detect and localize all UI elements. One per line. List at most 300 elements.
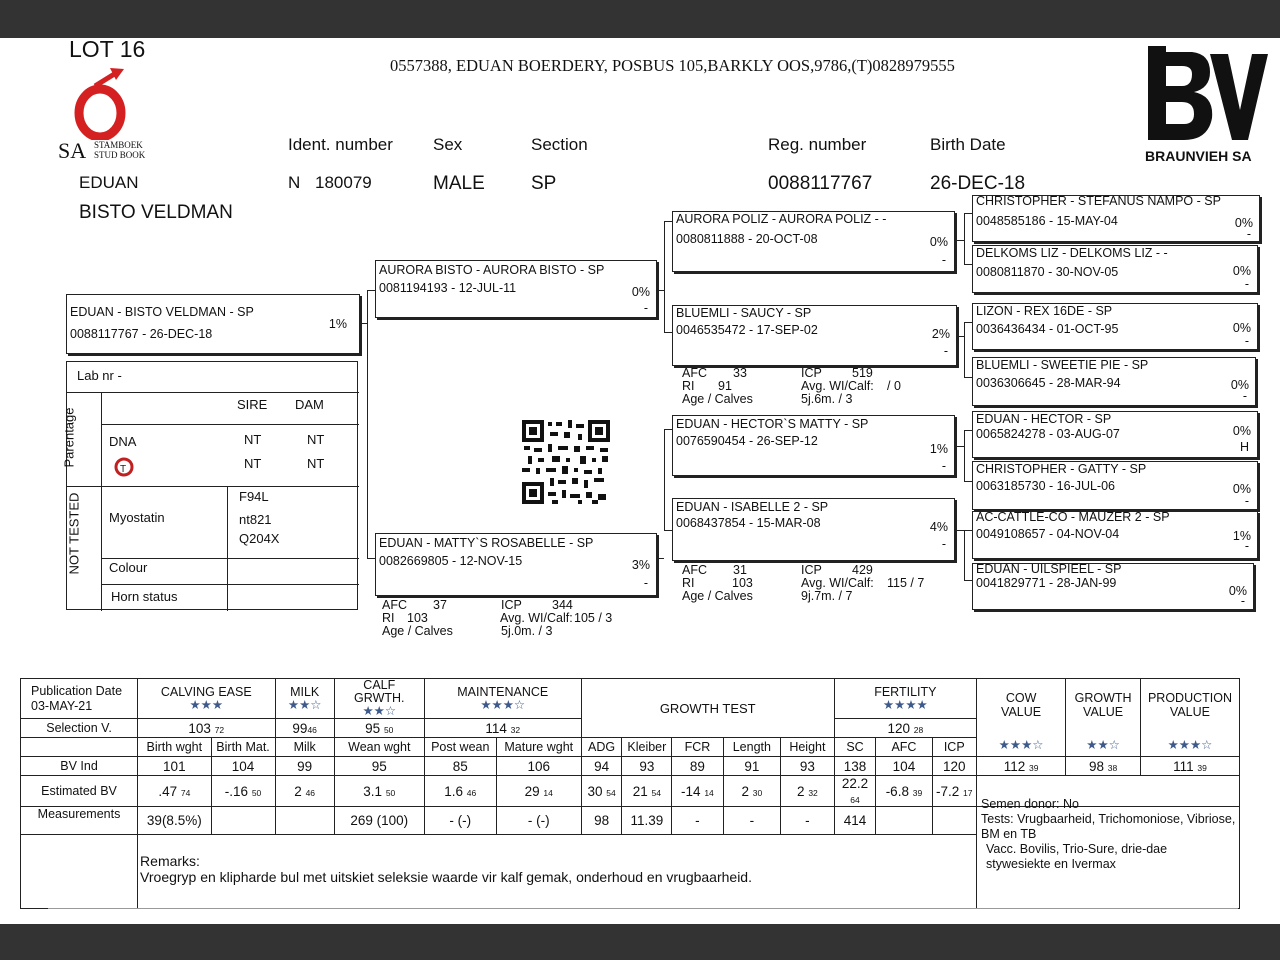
cow-value-label: COW VALUE — [1001, 691, 1042, 719]
gen3-reg: 0080811870 - 30-NOV-05 — [976, 265, 1119, 279]
estimated-bv-value: 22.2 — [841, 776, 869, 791]
gen3-pct: 0% — [1228, 584, 1247, 598]
bv-ind-cell: 94 — [581, 757, 622, 776]
estimated-bv-acc: 14 — [704, 787, 714, 798]
measurement-cell — [211, 807, 275, 835]
myostatin-value-3: Q204X — [239, 531, 280, 546]
stat-afc: 33 — [733, 366, 747, 380]
top-bar — [0, 0, 1280, 38]
estimated-bv-acc: 17 — [963, 787, 973, 798]
birth-label: Birth Date — [930, 135, 1006, 154]
column-header: AFC — [876, 738, 932, 757]
value-index-acc: 39 — [1197, 762, 1207, 773]
bv-ind-cell: 89 — [672, 757, 723, 776]
gen2-box-3 — [672, 415, 955, 476]
growth-value-head — [1066, 679, 1141, 757]
horn-label: Horn status — [111, 589, 178, 604]
gen3-dash: H — [1239, 440, 1249, 454]
column-header: ADG — [581, 738, 622, 757]
section-value: SP — [531, 173, 557, 194]
calving-ease-label: CALVING EASE — [160, 684, 252, 699]
gen2-pct: 4% — [929, 520, 948, 534]
gen3-reg: 0041829771 - 28-JAN-99 — [976, 576, 1117, 590]
estimated-bv-value: 2 — [797, 783, 805, 799]
sel-calving-value: 103 — [188, 720, 211, 736]
estimated-bv-acc: 46 — [466, 787, 477, 798]
column-header: Length — [723, 738, 781, 757]
column-header: Birth Mat. — [211, 738, 275, 757]
calving-ease-stars: ★★★ — [189, 697, 224, 712]
gen3-dash: - — [1244, 539, 1249, 553]
bv-ind-cell: 101 — [138, 757, 212, 776]
gen3-reg: 0036436434 - 01-OCT-95 — [976, 322, 1119, 336]
gen2-reg: 0080811888 - 20-OCT-08 — [676, 232, 818, 246]
gen3-box-1 — [972, 195, 1260, 242]
gen2-dash: - — [941, 253, 946, 267]
ident-number: 180079 — [315, 173, 372, 192]
stat-icp-label: ICP — [801, 366, 822, 380]
cow-value-stars: ★★★☆ — [998, 738, 1044, 752]
bottom-bar — [0, 924, 1280, 960]
sire-pct: 0% — [631, 285, 650, 299]
colour-label: Colour — [109, 560, 148, 575]
tests-text: Tests: Vrugbaarheid, Trichomoniose, Vibriose, BM en TB — [981, 812, 1236, 841]
dam-avg-label: Avg. WI/Calf: — [500, 611, 573, 625]
gen2-dash: - — [941, 537, 946, 551]
estimated-bv-value: 3.1 — [363, 783, 383, 799]
animal-box-reg: 0088117767 - 26-DEC-18 — [70, 327, 213, 341]
remarks-text: Vroegryp en klipharde bul met uitskiet seleksie waarde vir kalf gemak, onderhoud en vrugbaarheid. — [140, 869, 752, 885]
estimated-bv-cell — [496, 776, 581, 807]
dam-icp-label: ICP — [501, 598, 522, 612]
gen3-name: EDUAN - HECTOR - SP — [976, 412, 1112, 426]
myostatin-label: Myostatin — [109, 510, 165, 525]
measurement-cell — [876, 807, 932, 835]
calf-growth-head — [334, 679, 424, 719]
stat-calves: 5j.6m. / 3 — [801, 392, 853, 406]
dam-reg: 0082669805 - 12-NOV-15 — [379, 554, 523, 568]
gen3-box-8 — [972, 563, 1254, 610]
gen3-name: CHRISTOPHER - STEFANUS NAMPO - SP — [976, 194, 1221, 208]
maintenance-label: MAINTENANCE — [457, 684, 549, 699]
dam-dash: - — [643, 576, 648, 590]
estimated-bv-value: 2 — [741, 783, 749, 799]
stat-ri-label: RI — [682, 379, 695, 393]
gen3-dash: - — [1244, 494, 1249, 508]
gen3-reg: 0063185730 - 16-JUL-06 — [976, 479, 1115, 493]
estimated-bv-value: 2 — [294, 783, 302, 799]
animal-name: BISTO VELDMAN — [79, 202, 233, 223]
gen3-dash: - — [1242, 389, 1247, 403]
measurement-cell: - — [672, 807, 723, 835]
dna-dam: NT — [307, 432, 325, 447]
estimated-bv-acc: 14 — [543, 787, 553, 798]
svg-text:T: T — [120, 464, 127, 475]
cow-value-head — [976, 679, 1065, 757]
stat-afc-label: AFC — [682, 366, 707, 380]
gen3-name: LIZON - REX 16DE - SP — [976, 304, 1113, 318]
sire-dash: - — [643, 301, 648, 315]
gen3-reg: 0049108657 - 04-NOV-04 — [976, 527, 1120, 541]
gen3-box-7 — [972, 511, 1258, 559]
estimated-bv-cell — [622, 776, 672, 807]
estimated-bv-acc: 64 — [850, 795, 860, 805]
braunvieh-text: BRAUNVIEH SA — [1145, 148, 1252, 164]
gen3-box-6 — [972, 461, 1258, 510]
remarks-blank — [21, 835, 138, 909]
qr-code-icon — [522, 420, 610, 504]
estimated-bv-value: -6.8 — [885, 783, 909, 799]
measurement-cell: 269 (100) — [334, 807, 424, 835]
column-header: Mature wght — [496, 738, 581, 757]
value-index-cell — [1066, 757, 1141, 776]
myostatin-value-2: nt821 — [239, 512, 272, 527]
gt-dam: NT — [307, 456, 325, 471]
semen-donor: Semen donor: No — [981, 797, 1079, 811]
sel-milk-acc: 46 — [307, 724, 317, 735]
stud-book-logo — [58, 64, 158, 164]
stud-book-mark: SA — [58, 138, 87, 163]
reg-number: 0088117767 — [768, 173, 873, 194]
measurement-cell: 39(8.5%) — [138, 807, 212, 835]
column-header: SC — [834, 738, 876, 757]
animal-prefix: EDUAN — [79, 173, 139, 192]
measurement-cell: - (-) — [496, 807, 581, 835]
estimated-bv-acc: 32 — [808, 787, 818, 798]
dna-sire: NT — [244, 432, 262, 447]
animal-box — [66, 294, 360, 354]
vaccinations-text: Vacc. Bovilis, Trio-Sure, drie-dae stywesiekte en Ivermax — [986, 842, 1168, 871]
estimated-bv-acc: 54 — [606, 787, 616, 798]
production-value-head — [1140, 679, 1239, 757]
gen2-name: AURORA POLIZ - AURORA POLIZ - - — [676, 212, 887, 226]
stat-icp-label: ICP — [801, 563, 822, 577]
gen2-stats-1 — [682, 367, 962, 409]
stat-ri: 91 — [718, 379, 732, 393]
gen3-dash: - — [1244, 334, 1249, 348]
estimated-bv-value: 21 — [632, 783, 648, 799]
estimated-bv-acc: 50 — [251, 787, 262, 798]
gen2-reg: 0046535472 - 17-SEP-02 — [676, 323, 818, 337]
stat-age-label: Age / Calves — [682, 392, 753, 406]
gen3-name: AC-CATTLE-CO - MAUZER 2 - SP — [976, 510, 1170, 524]
estimated-bv-cell — [275, 776, 334, 807]
braunvieh-mark-icon — [1144, 44, 1268, 144]
stat-ri: 103 — [732, 576, 753, 590]
sel-calving — [138, 719, 275, 738]
bv-ind-cell: 91 — [723, 757, 781, 776]
bv-ind-cell: 138 — [834, 757, 876, 776]
growth-test-head: GROWTH TEST — [581, 679, 834, 738]
publication-cell — [21, 679, 138, 719]
value-index: 111 — [1173, 758, 1194, 774]
maintenance-head — [424, 679, 581, 719]
sel-calfgr-acc: 50 — [383, 724, 394, 735]
estimated-bv-cell — [211, 776, 275, 807]
sex-label: Sex — [433, 135, 463, 154]
gen3-name: EDUAN - UILSPIEEL - SP — [976, 562, 1122, 576]
column-header: Milk — [275, 738, 334, 757]
dam-header: DAM — [295, 397, 324, 412]
gen3-pct: 0% — [1230, 378, 1249, 392]
gen3-pct: 1% — [1232, 529, 1251, 543]
fertility-stars: ★★★★ — [882, 697, 928, 712]
production-value-stars: ★★★☆ — [1167, 738, 1213, 752]
stat-afc: 31 — [733, 563, 747, 577]
estimated-bv-cell — [334, 776, 424, 807]
tests-panel — [978, 797, 1240, 872]
calf-growth-label: CALF GRWTH. — [354, 678, 405, 705]
column-header: Kleiber — [622, 738, 672, 757]
stud-book-line2: STUD BOOK — [94, 150, 146, 160]
estimated-bv-acc: 54 — [651, 787, 661, 798]
selection-label: Selection V. — [21, 719, 138, 738]
estimated-bv-label: Estimated BV — [21, 776, 138, 807]
gen3-name: CHRISTOPHER - GATTY - SP — [976, 462, 1147, 476]
calf-growth-stars: ★★☆ — [362, 704, 397, 718]
gen2-box-1 — [672, 211, 955, 272]
estimated-bv-cell — [672, 776, 723, 807]
breeding-values-table — [20, 678, 1240, 909]
value-index-cell — [1140, 757, 1239, 776]
growth-value-stars: ★★☆ — [1086, 738, 1120, 752]
sire-name: AURORA BISTO - AURORA BISTO - SP — [379, 263, 605, 277]
gen3-box-3 — [972, 303, 1258, 350]
not-tested-label: NOT TESTED — [66, 492, 82, 575]
stat-avg: 115 / 7 — [887, 576, 925, 590]
dam-icp: 344 — [552, 598, 573, 612]
estimated-bv-cell — [581, 776, 622, 807]
ident-label: Ident. number — [288, 135, 393, 154]
estimated-bv-cell — [781, 776, 835, 807]
animal-box-pct: 1% — [328, 317, 347, 331]
bv-ind-cell: 104 — [211, 757, 275, 776]
stat-icp: 429 — [852, 563, 873, 577]
bv-ind-cell: 95 — [334, 757, 424, 776]
owner-line: 0557388, EDUAN BOERDERY, POSBUS 105,BARKLY OOS,9786,(T)0828979555 — [390, 56, 955, 75]
gen2-name: BLUEMLI - SAUCY - SP — [676, 306, 812, 320]
column-header: Post wean — [424, 738, 496, 757]
parentage-label: Parentage — [61, 407, 77, 468]
value-index-acc: 39 — [1029, 762, 1039, 773]
braunvieh-logo — [1144, 44, 1274, 164]
bv-ind-cell: 93 — [781, 757, 835, 776]
growth-value-label: GROWTH VALUE — [1074, 691, 1132, 719]
dam-pct: 3% — [631, 558, 650, 572]
sel-maint-value: 114 — [485, 720, 507, 736]
gen2-box-2 — [672, 305, 957, 366]
blank-cell — [21, 738, 138, 757]
remarks-cell — [138, 835, 977, 909]
measurement-cell: - (-) — [424, 807, 496, 835]
bv-ind-cell: 106 — [496, 757, 581, 776]
myostatin-value-1: F94L — [239, 489, 269, 504]
estimated-bv-cell — [876, 776, 932, 807]
bv-ind-cell: 85 — [424, 757, 496, 776]
sel-calfgr-value: 95 — [365, 720, 381, 736]
calving-ease-head — [138, 679, 275, 719]
fertility-head — [834, 679, 976, 719]
estimated-bv-cell — [834, 776, 876, 807]
stat-avg-label: Avg. WI/Calf: — [801, 379, 874, 393]
dam-afc-label: AFC — [382, 598, 407, 612]
milk-head — [275, 679, 334, 719]
sel-maint — [424, 719, 581, 738]
gen2-name: EDUAN - HECTOR`S MATTY - SP — [676, 417, 869, 431]
stat-calves: 9j.7m. / 7 — [801, 589, 853, 603]
measurement-cell: 414 — [834, 807, 876, 835]
gen2-dash: - — [943, 344, 948, 358]
stat-afc-label: AFC — [682, 563, 707, 577]
gen3-box-5 — [972, 411, 1258, 458]
lot-number: LOT 16 — [69, 36, 146, 62]
milk-label: MILK — [290, 684, 320, 699]
estimated-bv-cell — [424, 776, 496, 807]
gen3-name: BLUEMLI - SWEETIE PIE - SP — [976, 358, 1149, 372]
dam-stats — [382, 599, 662, 641]
dam-box — [375, 533, 657, 596]
gen3-pct: 0% — [1232, 424, 1251, 438]
dam-age-label: Age / Calves — [382, 624, 453, 638]
sel-fert-value: 120 — [887, 720, 910, 736]
publication-date: 03-MAY-21 — [31, 698, 93, 713]
estimated-bv-value: -.16 — [224, 783, 249, 799]
measurement-cell: 98 — [581, 807, 622, 835]
estimated-bv-acc: 39 — [912, 787, 923, 798]
estimated-bv-cell — [932, 776, 976, 807]
dam-name: EDUAN - MATTY`S ROSABELLE - SP — [379, 536, 594, 550]
value-index: 112 — [1003, 758, 1026, 774]
dam-avg: 105 / 3 — [574, 611, 613, 625]
lab-panel — [61, 361, 358, 610]
measurement-cell — [275, 807, 334, 835]
gt-logo-icon — [113, 456, 135, 478]
estimated-bv-value: -7.2 — [936, 783, 960, 799]
dam-afc: 37 — [433, 598, 447, 612]
gen3-pct: 0% — [1232, 264, 1251, 278]
gen2-stats-2 — [682, 564, 962, 606]
estimated-bv-value: 30 — [587, 783, 603, 799]
gen3-reg: 0065824278 - 03-AUG-07 — [976, 427, 1120, 441]
estimated-bv-acc: 30 — [752, 787, 763, 798]
measurement-cell: 11.39 — [622, 807, 672, 835]
sex-value: MALE — [433, 173, 485, 194]
gen2-pct: 1% — [929, 442, 948, 456]
dna-label: DNA — [109, 434, 137, 449]
fertility-label: FERTILITY — [874, 684, 937, 699]
value-index-cell — [976, 757, 1065, 776]
value-index-acc: 38 — [1107, 762, 1118, 773]
estimated-bv-acc: 74 — [180, 787, 191, 798]
stat-avg: / 0 — [887, 379, 901, 393]
estimated-bv-cell — [723, 776, 781, 807]
bv-ind-cell: 120 — [932, 757, 976, 776]
bv-ind-cell: 104 — [876, 757, 932, 776]
ident-letter: N — [288, 173, 301, 192]
measurement-cell: - — [723, 807, 781, 835]
sire-reg: 0081194193 - 12-JUL-11 — [379, 281, 517, 295]
stud-book-emblem-icon — [58, 64, 158, 140]
gen2-pct: 0% — [929, 235, 948, 249]
sire-header: SIRE — [237, 397, 268, 412]
column-header: Height — [781, 738, 835, 757]
measurement-cell — [932, 807, 976, 835]
sel-calving-acc: 72 — [214, 724, 225, 735]
sel-maint-acc: 32 — [510, 724, 521, 735]
stat-ri-label: RI — [682, 576, 695, 590]
publication-label: Publication Date — [31, 683, 123, 698]
sel-calfgr — [334, 719, 424, 738]
gen3-box-2 — [972, 245, 1258, 293]
gen2-dash: - — [941, 459, 946, 473]
estimated-bv-acc: 46 — [305, 787, 316, 798]
footer-rule — [48, 908, 1238, 909]
gen2-box-4 — [672, 498, 955, 561]
gen3-dash: - — [1246, 227, 1251, 241]
gen3-pct: 0% — [1234, 216, 1253, 230]
estimated-bv-acc: 50 — [385, 787, 396, 798]
animal-box-name: EDUAN - BISTO VELDMAN - SP — [70, 305, 254, 319]
gen3-name: DELKOMS LIZ - DELKOMS LIZ - - — [976, 246, 1168, 260]
section-label: Section — [531, 135, 588, 154]
stud-book-line1: STAMBOEK — [94, 140, 143, 150]
sel-milk-value: 99 — [292, 720, 308, 736]
milk-stars: ★★☆ — [287, 697, 322, 712]
stat-age-label: Age / Calves — [682, 589, 753, 603]
gen3-pct: 0% — [1232, 482, 1251, 496]
dam-ri-label: RI — [382, 611, 395, 625]
remarks-label: Remarks: — [140, 853, 200, 869]
sel-fert-acc: 28 — [913, 724, 924, 735]
estimated-bv-value: .47 — [158, 783, 178, 799]
estimated-bv-value: -14 — [681, 783, 701, 799]
dam-ri: 103 — [407, 611, 428, 625]
gen2-reg: 0076590454 - 26-SEP-12 — [676, 434, 818, 448]
column-header: Birth wght — [138, 738, 212, 757]
estimated-bv-value: 29 — [524, 783, 540, 799]
sel-fert — [834, 719, 976, 738]
stat-icp: 519 — [852, 366, 873, 380]
measurements-label: Measurements — [21, 807, 138, 835]
gt-sire: NT — [244, 456, 262, 471]
gen3-reg: 0036306645 - 28-MAR-94 — [976, 376, 1121, 390]
column-header: ICP — [932, 738, 976, 757]
stat-avg-label: Avg. WI/Calf: — [801, 576, 874, 590]
gen2-pct: 2% — [931, 327, 950, 341]
dam-calves: 5j.0m. / 3 — [501, 624, 553, 638]
column-header: FCR — [672, 738, 723, 757]
lab-number: Lab nr - — [77, 368, 122, 383]
column-header: Wean wght — [334, 738, 424, 757]
gen3-box-4 — [972, 357, 1256, 406]
value-index: 98 — [1088, 758, 1104, 774]
gen3-dash: - — [1244, 277, 1249, 291]
sire-box — [375, 260, 657, 318]
bv-ind-cell: 93 — [622, 757, 672, 776]
gen3-reg: 0048585186 - 15-MAY-04 — [976, 214, 1118, 228]
gen2-reg: 0068437854 - 15-MAR-08 — [676, 516, 821, 530]
bv-ind-cell: 99 — [275, 757, 334, 776]
estimated-bv-value: 1.6 — [444, 783, 464, 799]
bv-ind-label: BV Ind — [21, 757, 138, 776]
production-value-label: PRODUCTION VALUE — [1147, 691, 1232, 719]
gen3-dash: - — [1240, 594, 1245, 608]
gen3-pct: 0% — [1232, 321, 1251, 335]
estimated-bv-cell — [138, 776, 212, 807]
bv-ind-row — [21, 757, 1240, 776]
birth-date: 26-DEC-18 — [930, 173, 1026, 194]
maintenance-stars: ★★★☆ — [480, 697, 526, 712]
